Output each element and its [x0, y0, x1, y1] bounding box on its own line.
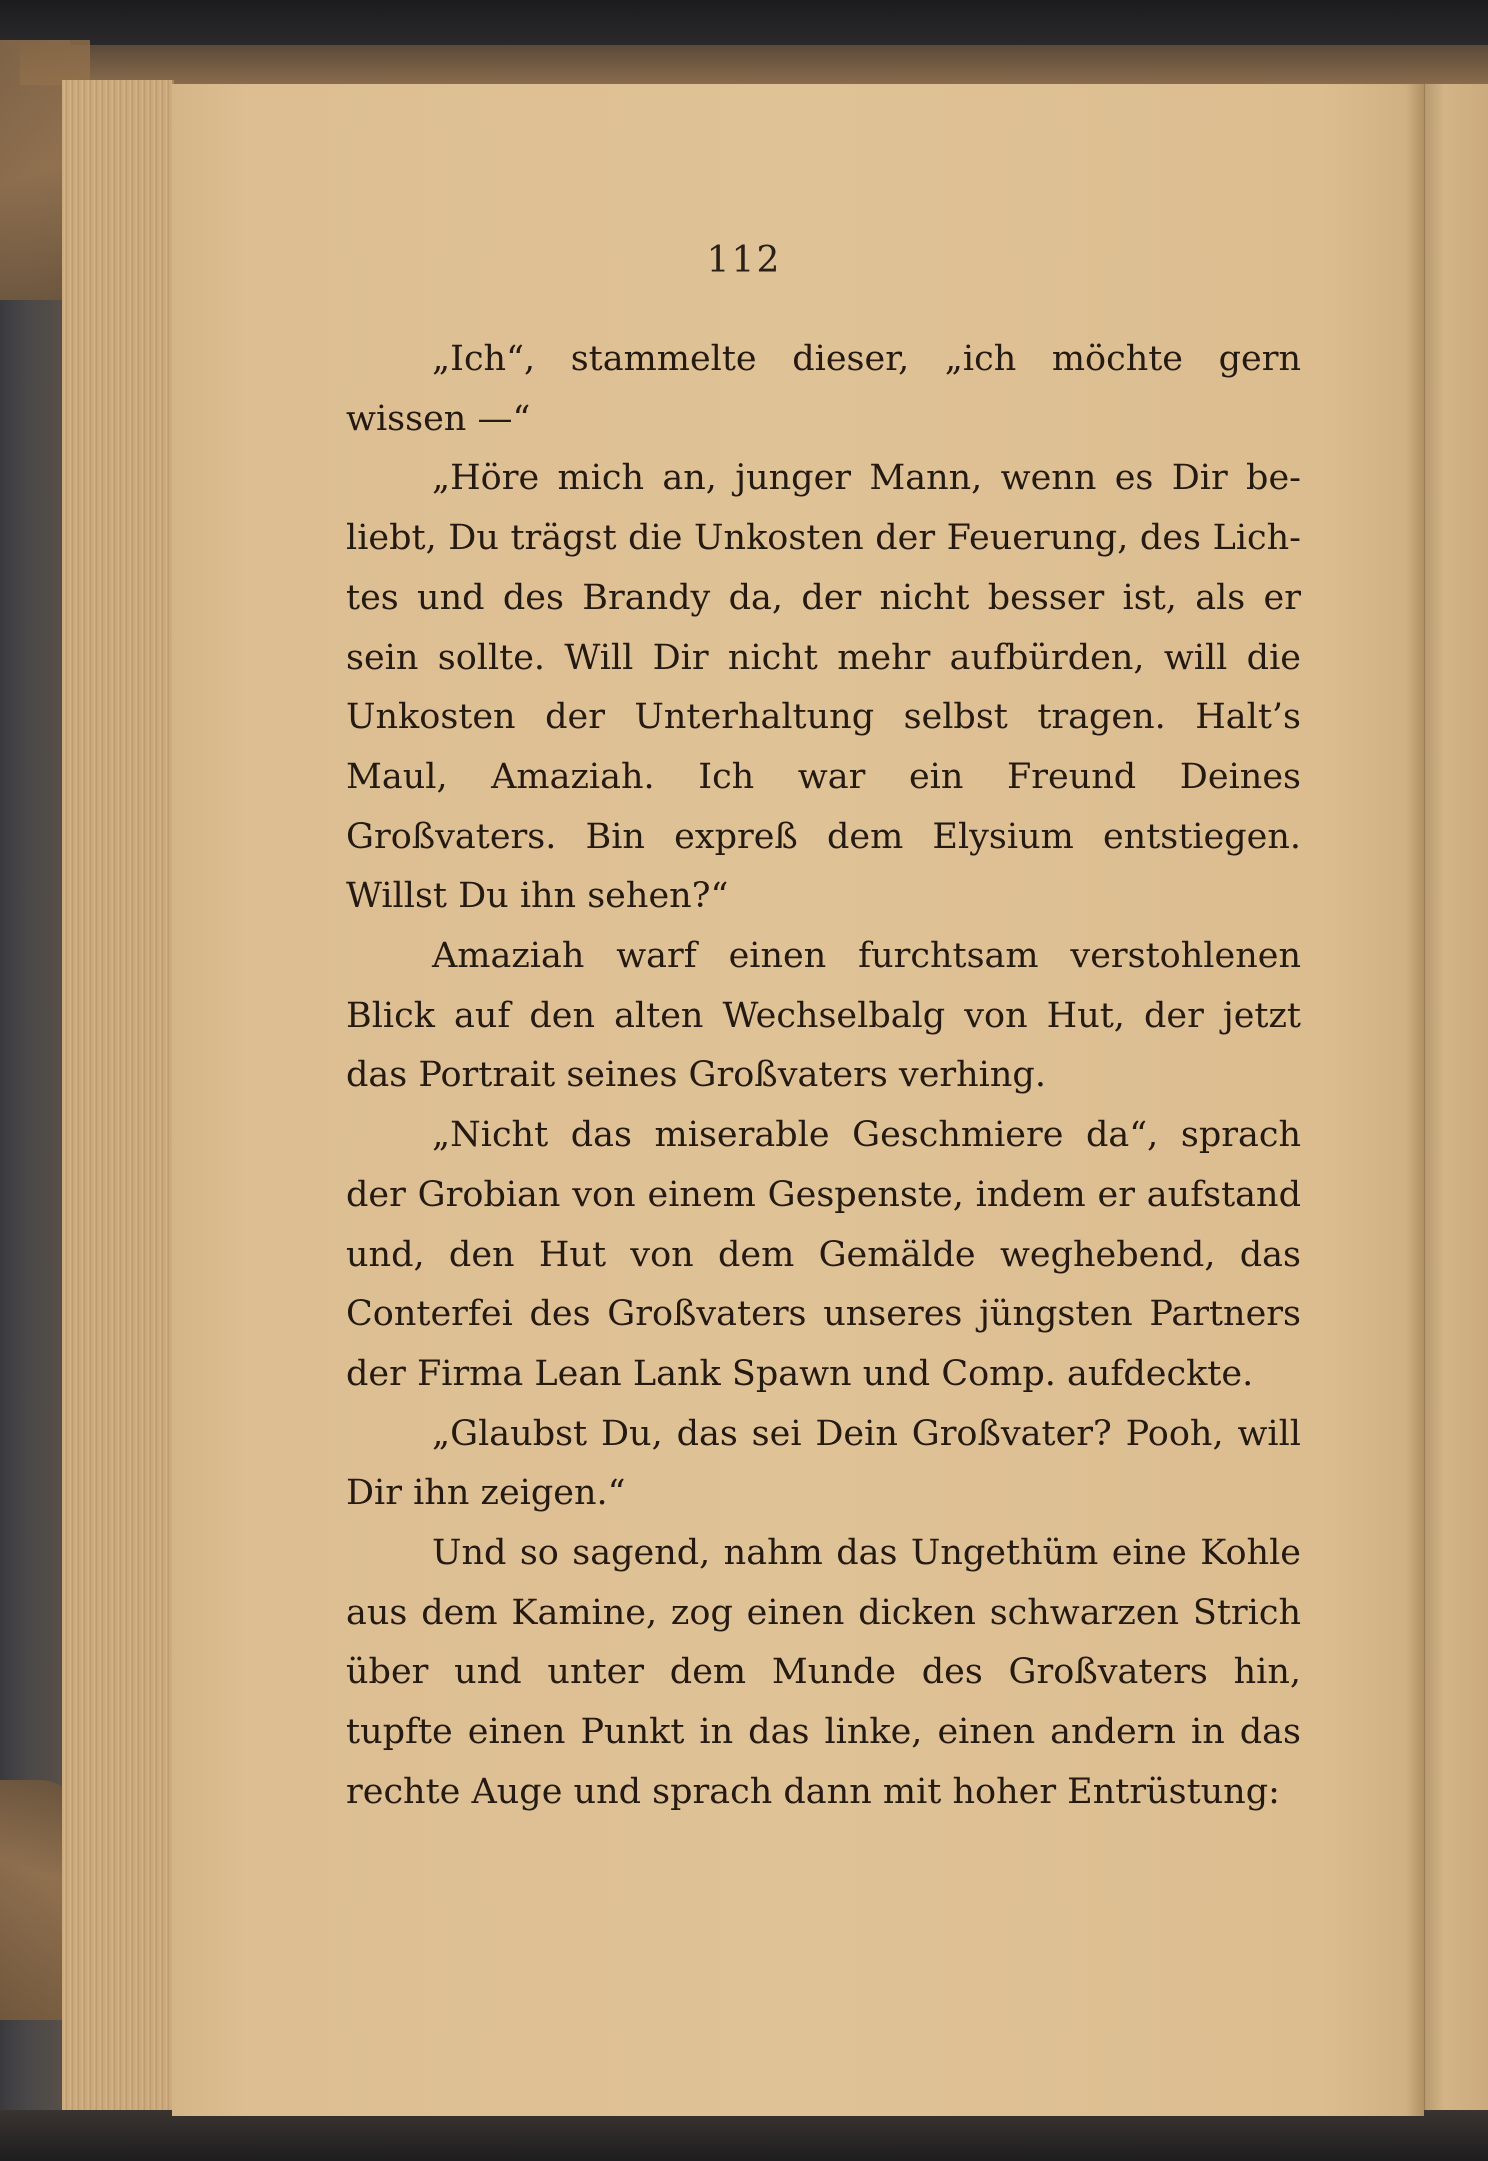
paragraph: „Höre mich an, junger Mann, wenn es Dir beliebt, Du trägst die Unkosten der Feuerung, des Lichtes und des Brandy da, der nicht besser ist, als er sein sollte. Will Dir nicht mehr aufbürden, will die Unkosten der Unterhaltung selbst tragen. Halt’s Maul, Amaziah. Ich war ein Freund Deines Großvaters. Bin expreß dem Elysium entstiegen. Willst Du ihn sehen?“ [346, 458, 1301, 917]
page-number: 112 [706, 240, 782, 281]
page-gutter-shadow [1406, 84, 1424, 2116]
paragraph: „Glaubst Du, das sei Dein Großvater? Pooh, will Dir ihn zeigen.“ [346, 1413, 1301, 1514]
page-edges-left [62, 80, 174, 2110]
book-cover-top [20, 45, 1488, 85]
scan-background-bottom [0, 2110, 1488, 2161]
page-text [346, 330, 1301, 1823]
paragraph: Und so sagend, nahm das Ungethüm eine Kohle aus dem Kamine, zog einen dicken schwarzen Strich über und unter dem Munde des Großvaters hin, tupfte einen Punkt in das linke, einen andern in das rechte Auge und sprach dann mit hoher Entrüstung: [346, 1533, 1301, 1812]
page-edge-right [1424, 84, 1488, 2116]
paragraph: „Nicht das miserable Geschmiere da“, sprach der Grobian von einem Gespenste, indem er aufstand und, den Hut von dem Gemälde weghebend, das Conterfei des Großvaters unseres jüngsten Partners der Firma Lean Lank Spawn und Comp. aufdeckte. [346, 1115, 1301, 1394]
paragraph: Amaziah warf einen furchtsam verstohlenen Blick auf den alten Wechselbalg von Hut, der jetzt das Portrait seines Großvaters verhing. [346, 936, 1301, 1096]
paragraph: „Ich“, stammelte dieser, „ich möchte gern wissen —“ [346, 339, 1301, 439]
